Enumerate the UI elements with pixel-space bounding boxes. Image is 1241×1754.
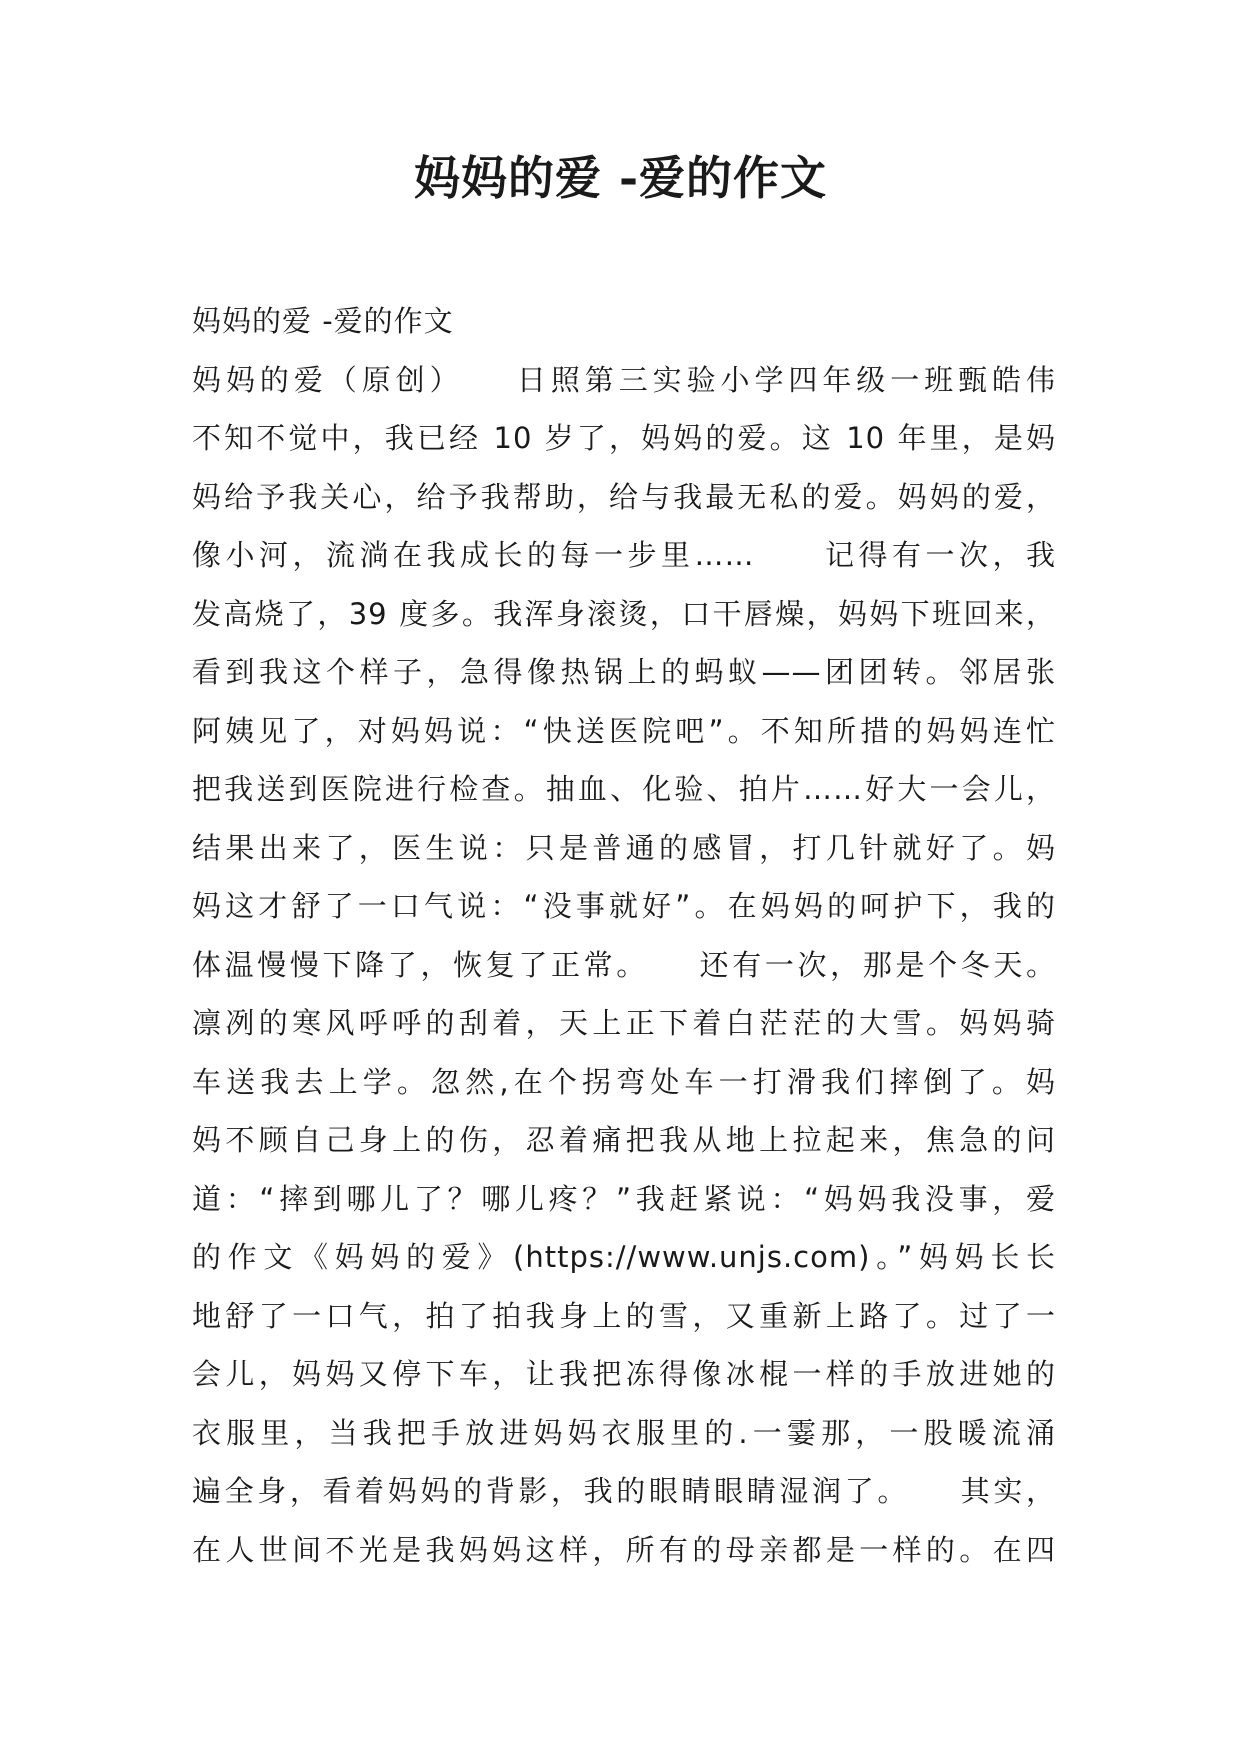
body-line: 不知不觉中，我已经 10 岁了，妈妈的爱。这 10 年里，是妈 bbox=[192, 421, 1056, 455]
body-line: 会儿，妈妈又停下车，让我把冻得像冰棍一样的手放进她的 bbox=[192, 1357, 1056, 1391]
body-line: 地舒了一口气，拍了拍我身上的雪，又重新上路了。过了一 bbox=[192, 1298, 1056, 1333]
body-line: 凛冽的寒风呼呼的刮着，天上正下着白茫茫的大雪。妈妈骑 bbox=[192, 1006, 1056, 1040]
body-line: 在人世间不光是我妈妈这样，所有的母亲都是一样的。在四 bbox=[192, 1532, 1056, 1567]
body-line: 妈这才舒了一口气说：“没事就好”。在妈妈的呵护下，我的 bbox=[192, 889, 1056, 923]
body-line: 衣服里，当我把手放进妈妈衣服里的.一霎那，一股暖流涌 bbox=[192, 1415, 1056, 1450]
body-line: 的作文《妈妈的爱》(https://www.unjs.com)。”妈妈长长 bbox=[192, 1240, 1056, 1274]
body-line: 结果出来了，医生说：只是普通的感冒，打几针就好了。妈 bbox=[192, 830, 1056, 865]
body-line: 遍全身，看着妈妈的背影，我的眼睛眼睛湿润了。 其实， bbox=[192, 1474, 1056, 1508]
body-line: 道：“摔到哪儿了？哪儿疼？”我赶紧说：“妈妈我没事，爱 bbox=[192, 1181, 1056, 1216]
body-line: 车送我去上学。忽然,在个拐弯处车一打滑我们摔倒了。妈 bbox=[192, 1064, 1056, 1099]
body-line: 把我送到医院进行检查。抽血、化验、拍片……好大一会儿， bbox=[192, 772, 1056, 806]
body-line: 像小河，流淌在我成长的每一步里…… 记得有一次，我 bbox=[192, 538, 1056, 572]
body-line: 体温慢慢下降了，恢复了正常。 还有一次，那是个冬天。 bbox=[192, 947, 1056, 982]
body-line: 阿姨见了，对妈妈说：“快送医院吧”。不知所措的妈妈连忙 bbox=[192, 713, 1056, 748]
body-line: 妈给予我关心，给予我帮助，给与我最无私的爱。妈妈的爱， bbox=[192, 479, 1056, 514]
document-title: 妈妈的爱 -爱的作文 bbox=[413, 151, 828, 205]
body-line: 妈妈的爱 -爱的作文 bbox=[192, 304, 454, 338]
body-line: 看到我这个样子，急得像热锅上的蚂蚁——团团转。邻居张 bbox=[192, 655, 1056, 689]
body-line: 发高烧了，39 度多。我浑身滚烫，口干唇燥，妈妈下班回来， bbox=[192, 596, 1056, 631]
body-line: 妈妈的爱（原创） 日照第三实验小学四年级一班甄皓伟 bbox=[192, 362, 1056, 397]
document-body bbox=[192, 292, 1056, 1579]
body-line: 妈不顾自己身上的伤，忍着痛把我从地上拉起来，焦急的问 bbox=[192, 1123, 1056, 1157]
